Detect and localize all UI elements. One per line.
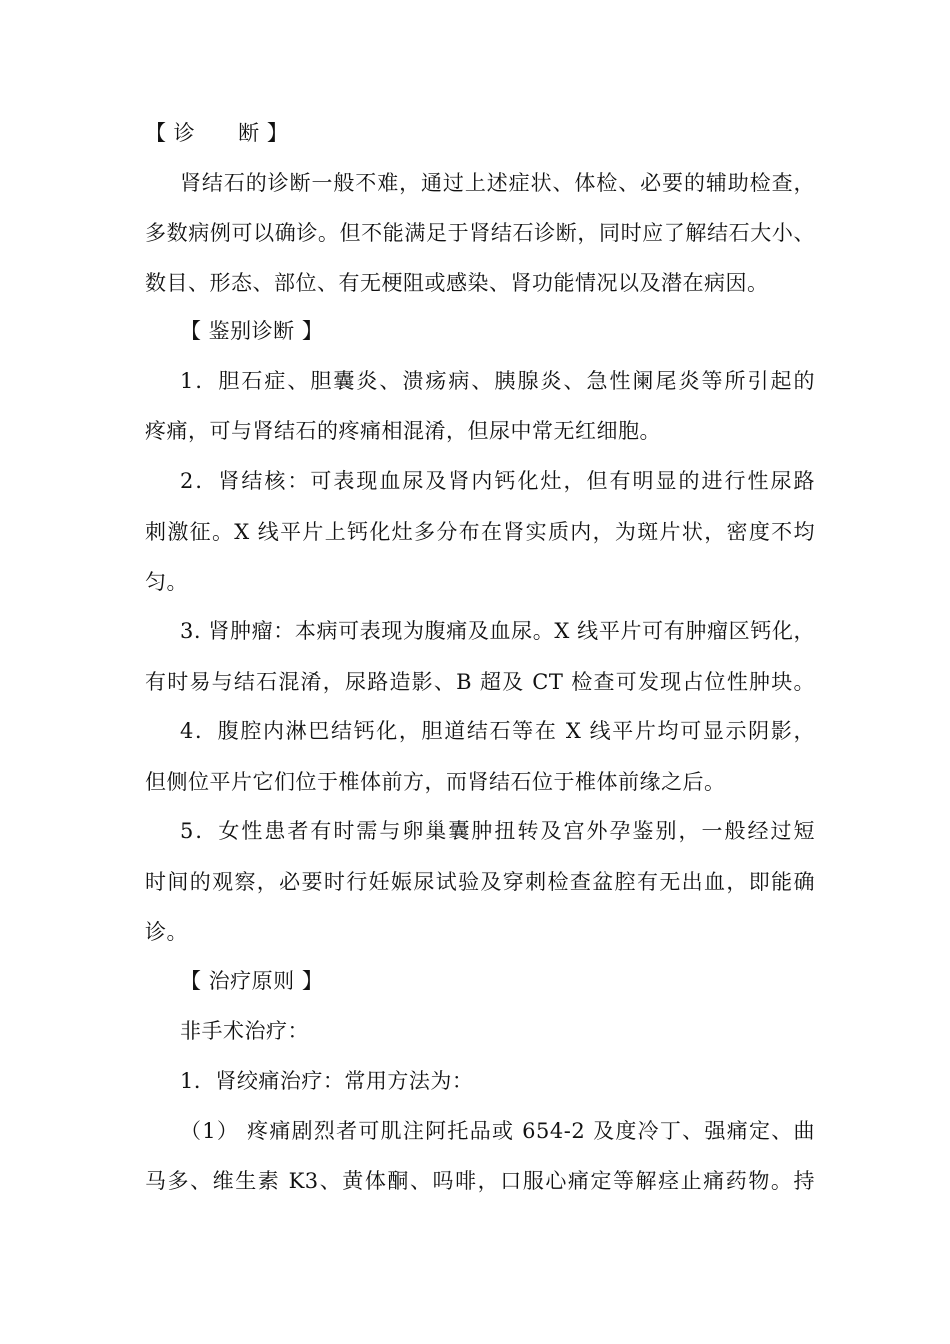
section-heading-treatment: 【 治疗原则 】 [180,969,324,993]
section-heading-diagnosis: 【 诊 断 】 [145,121,289,145]
paragraph-line: 马多、维生素 K3、黄体酮、吗啡，口服心痛定等解痉止痛药物。持 [145,1169,815,1193]
paragraph-line: 诊。 [145,920,188,944]
paragraph-line: 3. 肾肿瘤：本病可表现为腹痛及血尿。X 线平片可有肿瘤区钙化， [180,619,815,643]
paragraph-line: 时间的观察，必要时行妊娠尿试验及穿刺检查盆腔有无出血，即能确 [145,870,815,894]
paragraph-line: 5．女性患者有时需与卵巢囊肿扭转及宫外孕鉴别，一般经过短 [180,819,815,843]
paragraph-line: 刺激征。X 线平片上钙化灶多分布在肾实质内，为斑片状，密度不均 [145,520,815,544]
paragraph-line: 数目、形态、部位、有无梗阻或感染、肾功能情况以及潜在病因。 [145,271,769,295]
paragraph-line: 肾结石的诊断一般不难，通过上述症状、体检、必要的辅助检查， [180,171,815,195]
paragraph-line: 有时易与结石混淆，尿路造影、B 超及 CT 检查可发现占位性肿块。 [145,670,815,694]
paragraph-line: （1） 疼痛剧烈者可肌注阿托品或 654-2 及度冷丁、强痛定、曲 [180,1119,815,1143]
section-heading-differential: 【 鉴别诊断 】 [180,319,324,343]
paragraph-line: 1．胆石症、胆囊炎、溃疡病、胰腺炎、急性阑尾炎等所引起的 [180,369,815,393]
paragraph-line: 但侧位平片它们位于椎体前方，而肾结石位于椎体前缘之后。 [145,770,726,794]
paragraph-line: 疼痛，可与肾结石的疼痛相混淆，但尿中常无红细胞。 [145,419,661,443]
paragraph-line: 1．肾绞痛治疗：常用方法为： [180,1069,474,1093]
paragraph-line: 匀。 [145,570,188,594]
paragraph-line: 4．腹腔内淋巴结钙化，胆道结石等在 X 线平片均可显示阴影， [180,719,815,743]
paragraph-line: 多数病例可以确诊。但不能满足于肾结石诊断，同时应了解结石大小、 [145,221,815,245]
paragraph-line: 非手术治疗： [180,1019,309,1043]
paragraph-line: 2．肾结核：可表现血尿及肾内钙化灶，但有明显的进行性尿路 [180,469,815,493]
